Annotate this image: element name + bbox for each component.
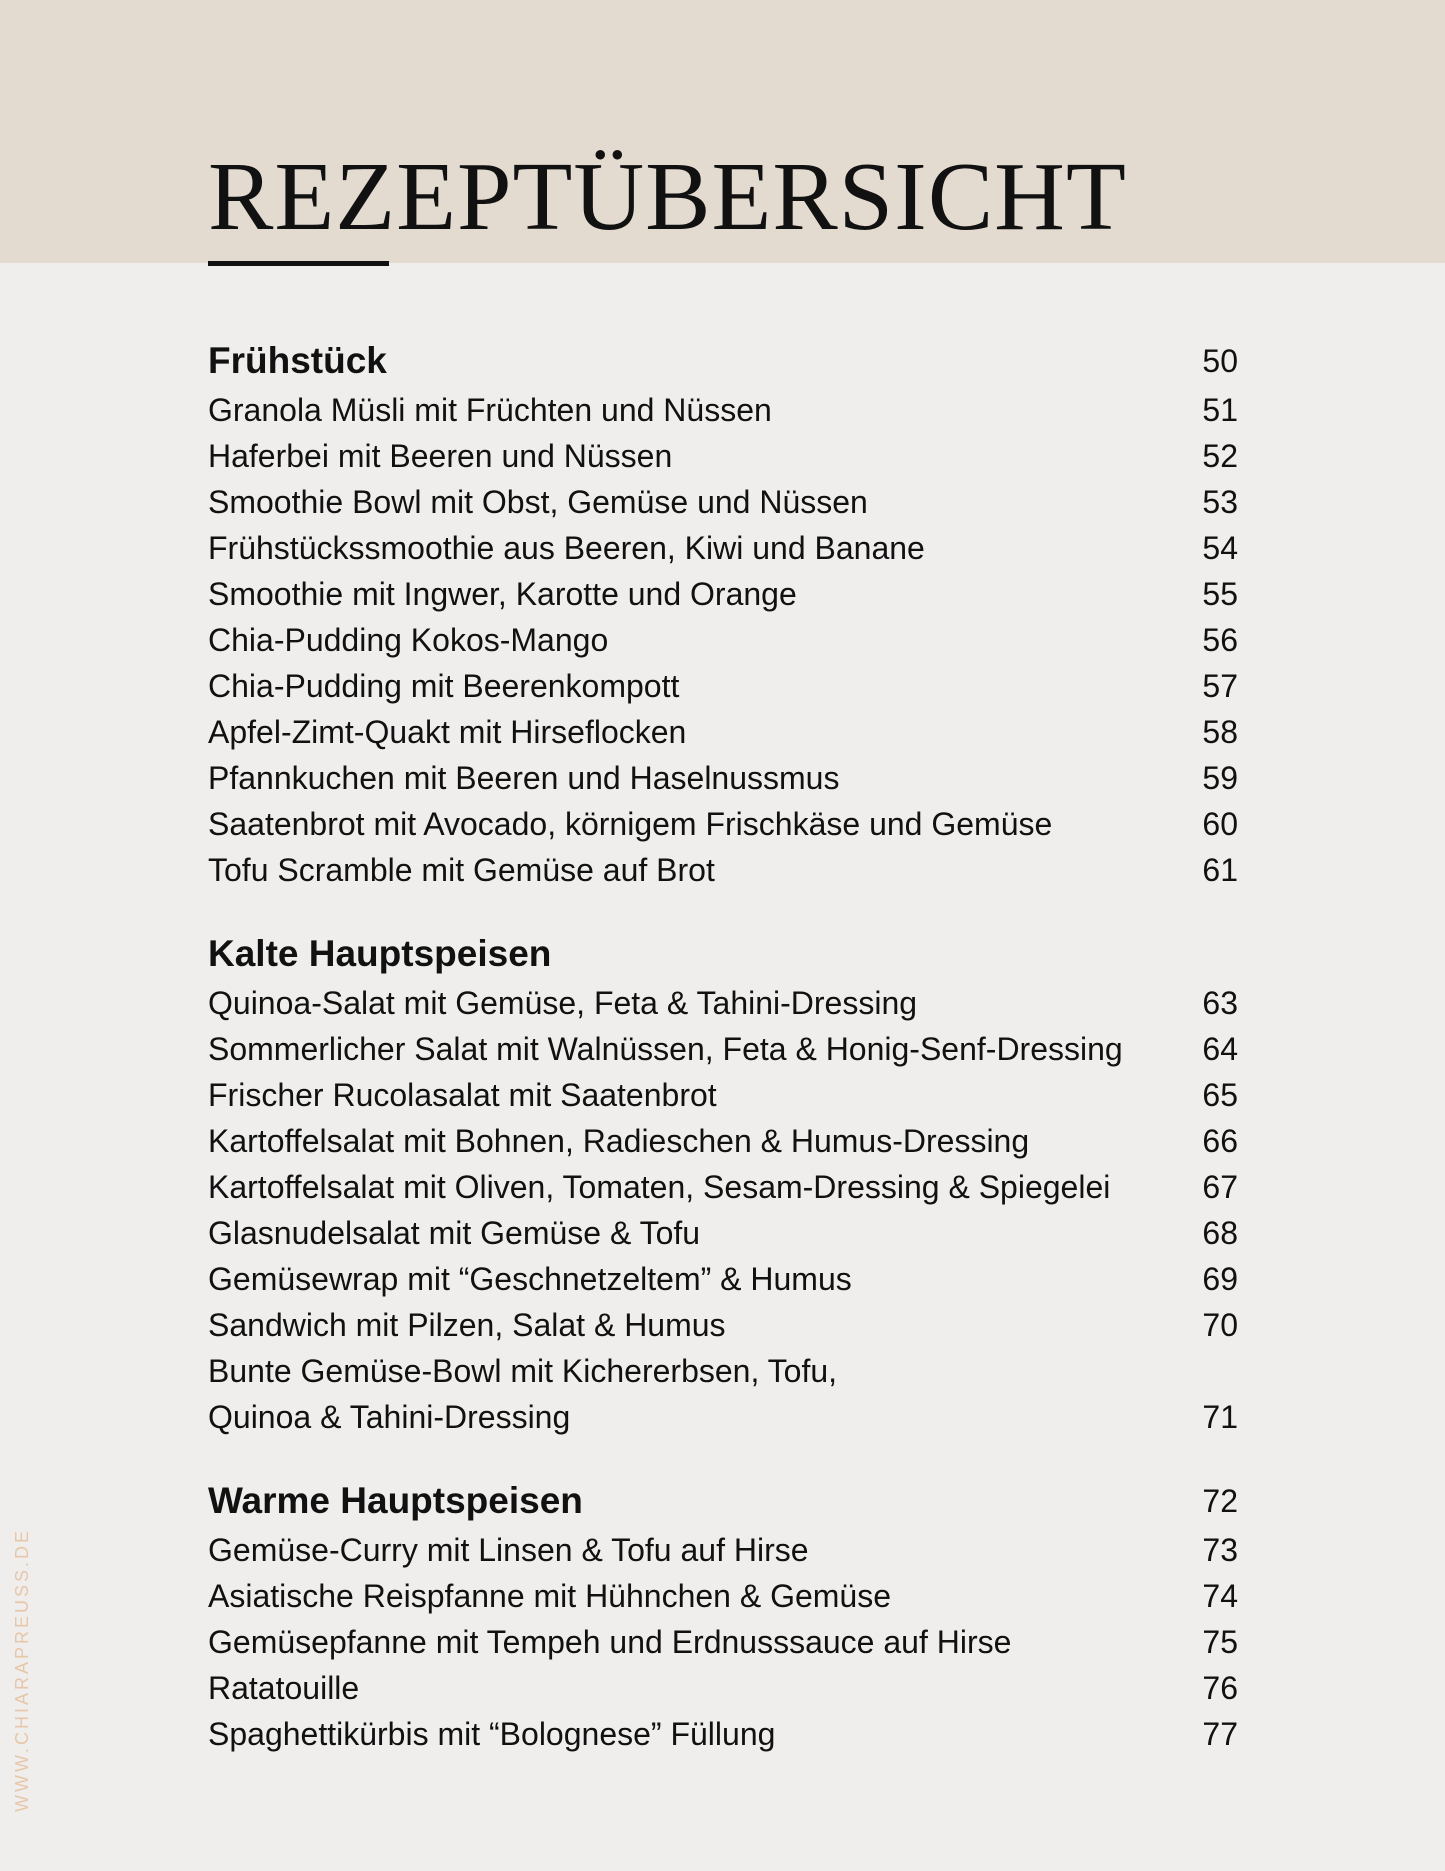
recipe-title: Gemüse-Curry mit Linsen & Tofu auf Hirse: [208, 1532, 809, 1568]
recipe-title: Apfel-Zimt-Quakt mit Hirseflocken: [208, 714, 687, 750]
recipe-row: [208, 387, 1238, 433]
recipe-page-number: 61: [1202, 852, 1238, 888]
recipe-row: [208, 1619, 1238, 1665]
recipe-page-number: 51: [1202, 392, 1238, 428]
recipe-page-number: 53: [1202, 484, 1238, 520]
recipe-title: Pfannkuchen mit Beeren und Haselnussmus: [208, 760, 840, 796]
recipe-title: Glasnudelsalat mit Gemüse & Tofu: [208, 1215, 701, 1251]
recipe-row: [208, 1711, 1238, 1757]
recipe-title: Saatenbrot mit Avocado, körnigem Frischkäse und Gemüse: [208, 806, 1053, 842]
section-page-number: 50: [1202, 343, 1238, 379]
recipe-page-number: 69: [1202, 1261, 1238, 1297]
recipe-row: [208, 1118, 1238, 1164]
recipe-page-number: 77: [1202, 1716, 1238, 1752]
recipe-row: [208, 709, 1238, 755]
recipe-title: Gemüsewrap mit “Geschnetzeltem” & Humus: [208, 1261, 852, 1297]
recipe-row: [208, 479, 1238, 525]
recipe-page-number: 71: [1202, 1399, 1238, 1435]
recipe-row: [208, 617, 1238, 663]
recipe-row: [208, 755, 1238, 801]
section-kalte-hauptspeisen: [208, 928, 1238, 1440]
recipe-page-number: 66: [1202, 1123, 1238, 1159]
recipe-title: Frischer Rucolasalat mit Saatenbrot: [208, 1077, 717, 1113]
recipe-title: Spaghettikürbis mit “Bolognese” Füllung: [208, 1716, 776, 1752]
recipe-title: Sandwich mit Pilzen, Salat & Humus: [208, 1307, 726, 1343]
section-heading-label: Warme Hauptspeisen: [208, 1480, 583, 1521]
section-heading: [208, 1475, 1238, 1527]
recipe-row: [208, 1527, 1238, 1573]
recipe-title: Chia-Pudding Kokos-Mango: [208, 622, 609, 658]
recipe-row: [208, 980, 1238, 1026]
recipe-page-number: 70: [1202, 1307, 1238, 1343]
recipe-page-number: 56: [1202, 622, 1238, 658]
table-of-contents: [208, 335, 1238, 1792]
recipe-page-number: 59: [1202, 760, 1238, 796]
recipe-title: Gemüsepfanne mit Tempeh und Erdnusssauce auf Hirse: [208, 1624, 1012, 1660]
recipe-row: [208, 1072, 1238, 1118]
recipe-title: Bunte Gemüse-Bowl mit Kichererbsen, Tofu,: [208, 1353, 838, 1389]
recipe-title: Tofu Scramble mit Gemüse auf Brot: [208, 852, 715, 888]
title-underline: [208, 261, 389, 266]
recipe-row: [208, 1665, 1238, 1711]
recipe-row: [208, 1256, 1238, 1302]
recipe-page-number: 64: [1202, 1031, 1238, 1067]
recipe-page-number: 75: [1202, 1624, 1238, 1660]
recipe-row: [208, 1164, 1238, 1210]
section-fruehstueck: [208, 335, 1238, 893]
recipe-row: [208, 801, 1238, 847]
website-watermark: WWW.CHIARAPREUSS.DE: [12, 1527, 32, 1812]
recipe-title: Granola Müsli mit Früchten und Nüssen: [208, 392, 772, 428]
recipe-title: Haferbei mit Beeren und Nüssen: [208, 438, 673, 474]
recipe-row: [208, 525, 1238, 571]
recipe-row: [208, 1348, 1238, 1394]
recipe-page-number: 52: [1202, 438, 1238, 474]
recipe-page-number: 58: [1202, 714, 1238, 750]
recipe-title: Asiatische Reispfanne mit Hühnchen & Gemüse: [208, 1578, 892, 1614]
recipe-title: Kartoffelsalat mit Oliven, Tomaten, Sesam-Dressing & Spiegelei: [208, 1169, 1111, 1205]
section-page-number: 72: [1202, 1483, 1238, 1519]
recipe-title: Frühstückssmoothie aus Beeren, Kiwi und Banane: [208, 530, 925, 566]
recipe-title: Quinoa-Salat mit Gemüse, Feta & Tahini-Dressing: [208, 985, 918, 1021]
recipe-title: Smoothie Bowl mit Obst, Gemüse und Nüssen: [208, 484, 868, 520]
recipe-page-number: 57: [1202, 668, 1238, 704]
recipe-page-number: 76: [1202, 1670, 1238, 1706]
recipe-page-number: 65: [1202, 1077, 1238, 1113]
recipe-page-number: 55: [1202, 576, 1238, 612]
recipe-page-number: 67: [1202, 1169, 1238, 1205]
recipe-page-number: 54: [1202, 530, 1238, 566]
recipe-row: [208, 1573, 1238, 1619]
section-heading: [208, 335, 1238, 387]
recipe-title: Sommerlicher Salat mit Walnüssen, Feta & Honig-Senf-Dressing: [208, 1031, 1123, 1067]
recipe-title: Chia-Pudding mit Beerenkompott: [208, 668, 680, 704]
recipe-row: [208, 571, 1238, 617]
recipe-row: [208, 663, 1238, 709]
section-heading-label: Kalte Hauptspeisen: [208, 933, 552, 974]
recipe-page-number: 74: [1202, 1578, 1238, 1614]
recipe-page-number: 68: [1202, 1215, 1238, 1251]
recipe-page-number: 73: [1202, 1532, 1238, 1568]
recipe-title: Kartoffelsalat mit Bohnen, Radieschen & Humus-Dressing: [208, 1123, 1030, 1159]
page-title: REZEPTÜBERSICHT: [208, 143, 1127, 251]
recipe-row: [208, 1302, 1238, 1348]
recipe-page-number: 63: [1202, 985, 1238, 1021]
recipe-row: [208, 433, 1238, 479]
recipe-row: [208, 847, 1238, 893]
section-heading-label: Frühstück: [208, 340, 387, 381]
recipe-page-number: 60: [1202, 806, 1238, 842]
recipe-title: Ratatouille: [208, 1670, 360, 1706]
recipe-row: [208, 1026, 1238, 1072]
section-heading: [208, 928, 1238, 980]
recipe-row: [208, 1394, 1238, 1440]
recipe-title: Smoothie mit Ingwer, Karotte und Orange: [208, 576, 797, 612]
recipe-row: [208, 1210, 1238, 1256]
recipe-title: Quinoa & Tahini-Dressing: [208, 1399, 571, 1435]
section-warme-hauptspeisen: [208, 1475, 1238, 1757]
